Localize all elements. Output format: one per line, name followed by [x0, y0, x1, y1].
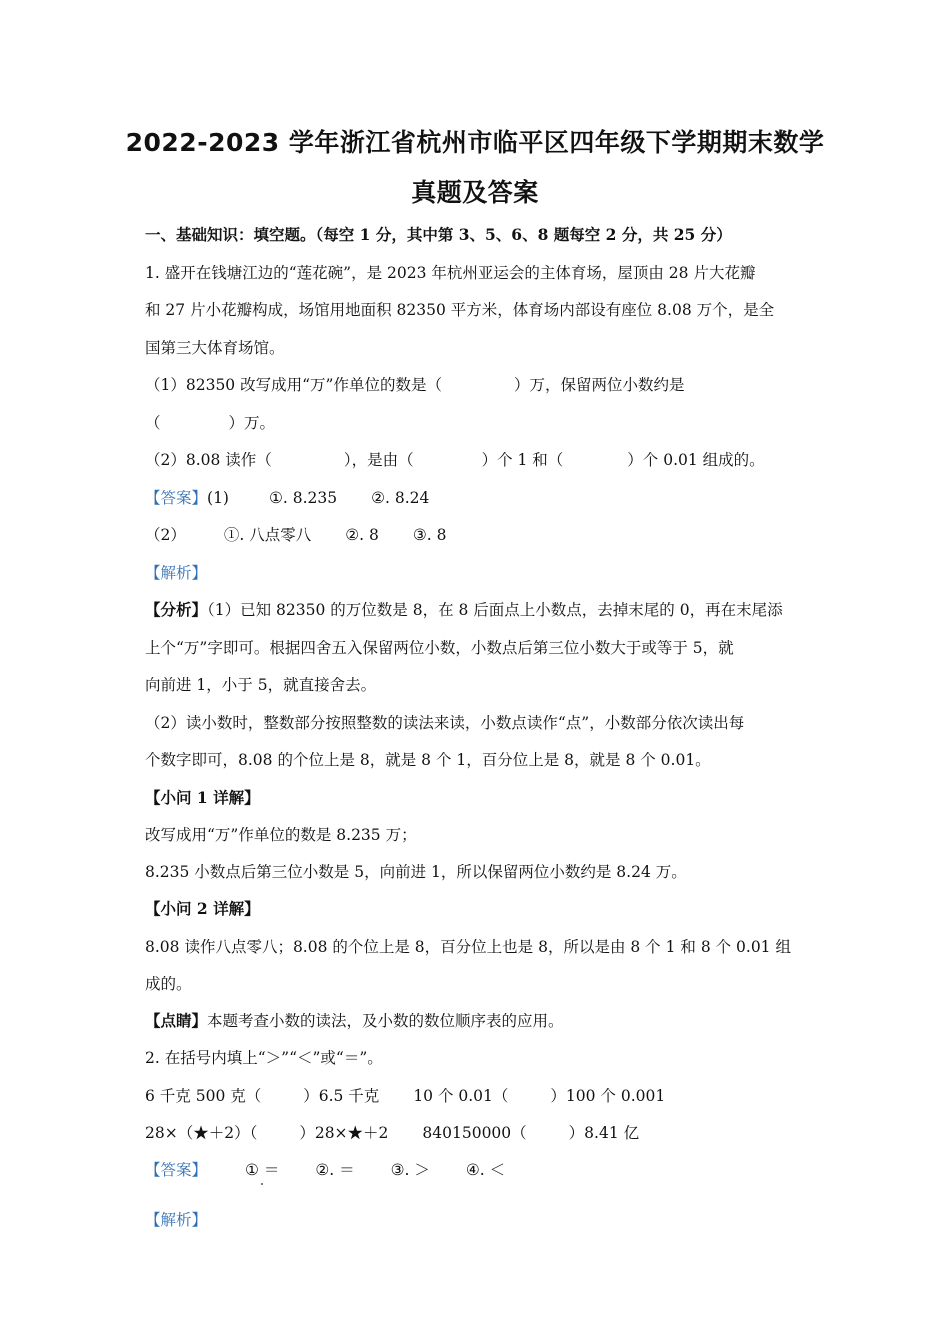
q1-stem-line3: 国第三大体育场馆。 [145, 339, 285, 357]
q1-stem-line2: 和 27 片小花瓣构成，场馆用地面积 82350 平方米，体育场内部设有座位 8.08 万个，是全 [145, 301, 775, 319]
answer2-item-a: ①. 八点零八 [223, 526, 312, 544]
answer-tag: 【答案】 [145, 1161, 208, 1179]
q1-fenxi-line3: 向前进 1，小于 5，就直接舍去。 [145, 676, 377, 694]
q1-part2-text-a: （2）8.08 读作（ [145, 451, 272, 469]
document-title-line2: 真题及答案 [411, 178, 539, 207]
q1-sub1-line2: 8.235 小数点后第三位小数是 5，向前进 1，所以保留两位小数约是 8.24 万。 [145, 863, 687, 881]
q2-analysis-tag: 【解析】 [145, 1211, 208, 1229]
q2-row1-d: ）100 个 0.001 [550, 1087, 666, 1105]
q1-sub2-tag: 【小问 2 详解】 [145, 899, 260, 918]
answer2-prefix: （2） [145, 526, 186, 544]
q1-sub1-tag: 【小问 1 详解】 [145, 788, 260, 807]
q2-row1-c: 10 个 0.01（ [413, 1087, 509, 1105]
q2-row2-a: 28×（★＋2）（ [145, 1124, 258, 1142]
q1-part2-text-c: ）个 1 和（ [481, 451, 564, 469]
stray-dot [261, 1183, 263, 1185]
q1-part1-text-a: （1）82350 改写成用“万”作单位的数是（ [145, 376, 442, 394]
q2-row2-c: 840150000（ [422, 1124, 527, 1142]
section-heading: 一、基础知识：填空题。（每空 1 分，其中第 3、5、6、8 题每空 2 分，共 25 分） [145, 225, 732, 244]
q1-part1-text-d: ）万。 [228, 414, 276, 432]
q1-fenxi-line5: 个数字即可，8.08 的个位上是 8，就是 8 个 1，百分位上是 8，就是 8 个 0.01。 [145, 751, 711, 769]
q2-row2-d: ）8.41 亿 [568, 1124, 640, 1142]
q2-stem: 2. 在括号内填上“＞”“＜”或“＝”。 [145, 1049, 383, 1067]
q1-dianjing-line [145, 1009, 564, 1031]
q1-sub1-line1: 改写成用“万”作单位的数是 8.235 万； [145, 826, 417, 844]
fenxi-tag: 【分析】 [145, 600, 208, 619]
q2-row1 [145, 1084, 665, 1106]
q1-sub2-line1: 8.08 读作八点零八；8.08 的个位上是 8，百分位上也是 8，所以是由 8 个 1 和 8 个 0.01 组 [145, 938, 791, 956]
q1-answer-line1 [145, 486, 429, 508]
q1-fenxi-line2: 上个“万”字即可。根据四舍五入保留两位小数，小数点后第三位小数大于或等于 5，就 [145, 639, 734, 657]
q1-fenxi-line4: （2）读小数时，整数部分按照整数的读法来读，小数点读作“点”，小数部分依次读出每 [145, 714, 745, 732]
dianjing-tag: 【点睛】 [145, 1011, 208, 1030]
document-title-line1: 2022-2023 学年浙江省杭州市临平区四年级下学期期末数学 [125, 128, 825, 157]
q1-part2-text-b: ），是由（ [343, 451, 414, 469]
q2-row2 [145, 1121, 639, 1143]
answer2-item-b: ②. 8 [345, 526, 379, 544]
q2-row2-b: ）28×★＋2 [299, 1124, 389, 1142]
dianjing-text: 本题考查小数的读法，及小数的数位顺序表的应用。 [207, 1012, 564, 1030]
q1-part2-line [145, 448, 765, 470]
answer2-item-c: ③. 8 [412, 526, 447, 544]
q2-answer-line [145, 1158, 505, 1180]
fenxi-text-1: （1）已知 82350 的万位数是 8，在 8 后面点上小数点，去掉末尾的 0，再在末尾添 [207, 601, 783, 619]
answer-tag: 【答案】 [145, 489, 208, 507]
q1-fenxi-line1 [145, 598, 783, 620]
q2-row1-b: ）6.5 千克 [303, 1087, 380, 1105]
q1-sub2-line2: 成的。 [145, 975, 192, 993]
answer1-prefix: (1) [207, 489, 229, 507]
q1-part1-text-c: （ [145, 414, 161, 432]
q1-analysis-tag: 【解析】 [145, 564, 208, 582]
q1-part2-text-d: ）个 0.01 组成的。 [627, 451, 765, 469]
q1-stem-line1: 1. 盛开在钱塘江边的“莲花碗”，是 2023 年杭州亚运会的主体育场，屋顶由 28 片大花瓣 [145, 264, 756, 282]
q2-answer-b: ②. ＝ [315, 1161, 355, 1179]
q2-row1-a: 6 千克 500 克（ [145, 1087, 262, 1105]
answer1-item-b: ②. 8.24 [371, 489, 430, 507]
q1-part1-line [145, 373, 684, 395]
q2-answer-d: ④. ＜ [465, 1161, 506, 1179]
q1-part1-text-b: ）万，保留两位小数约是 [513, 376, 685, 394]
q1-answer-line2 [145, 523, 446, 545]
answer1-item-a: ①. 8.235 [268, 489, 338, 507]
q1-part1-line2 [145, 411, 275, 433]
q2-answer-c: ③. ＞ [390, 1161, 430, 1179]
q2-answer-a: ① ＝ [245, 1161, 280, 1179]
